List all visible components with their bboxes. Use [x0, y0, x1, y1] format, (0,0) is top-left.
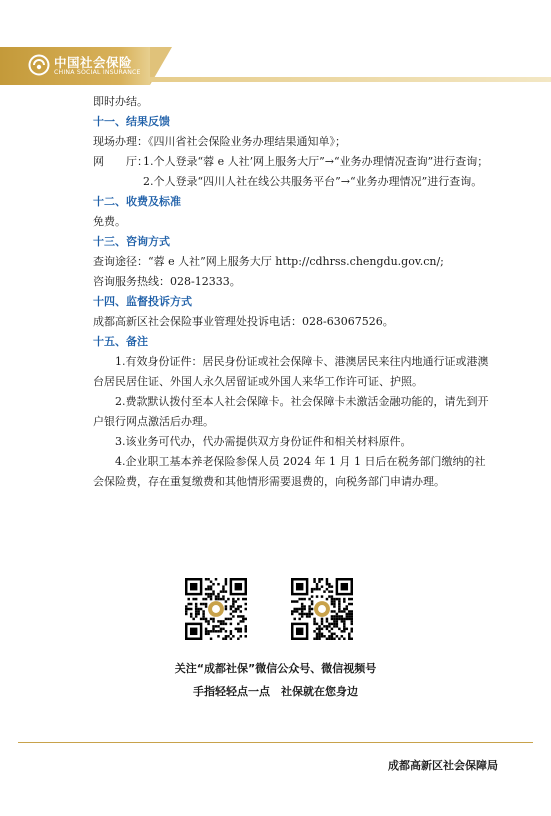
footer-caption-follow: 关注“成都社保”微信公众号、微信视频号 — [174, 662, 377, 675]
s11-web-row-1 — [93, 152, 493, 172]
s11-onsite: 现场办理：《四川省社会保险业务办理结果通知单》； — [93, 135, 346, 148]
s15-p3: 3.该业务可代办，代办需提供双方身份证件和相关材料原件。 — [115, 435, 412, 448]
lead-text: 即时办结。 — [93, 95, 148, 108]
section-13-title: 十三、咨询方式 — [93, 235, 170, 248]
s12-body: 免费。 — [93, 215, 126, 228]
s11-web-row-2 — [93, 172, 493, 192]
document-body — [93, 92, 493, 492]
s15-p4: 4.企业职工基本养老保险参保人员 2024 年 1 月 1 日后在税务部门缴纳的社会保险费，存在重复缴费和其他情形需要退费的，向税务部门申请办理。 — [93, 455, 486, 488]
issuing-organization: 成都高新区社会保障局 — [388, 759, 498, 772]
logo-cn-text: 中国社会保险 — [54, 55, 133, 70]
section-12-title: 十二、收费及标准 — [93, 195, 181, 208]
section-11-title: 十一、结果反馈 — [93, 115, 170, 128]
section-14-title: 十四、监督投诉方式 — [93, 295, 192, 308]
s14-body: 成都高新区社会保险事业管理处投诉电话：028-63067526。 — [93, 315, 394, 328]
s11-web-1: 1.个人登录“蓉 e 人社’网上服务大厅”→“业务办理情况查询”进行查询； — [143, 155, 489, 168]
logo-en-text: CHINA SOCIAL INSURANCE — [54, 69, 141, 76]
footer-caption-slogan: 手指轻轻点一点 社保就在您身边 — [193, 685, 358, 698]
s11-web-2: 2.个人登录“四川人社在线公共服务平台”→“业务办理情况”进行查询。 — [143, 175, 483, 188]
section-15-title: 十五、备注 — [93, 335, 148, 348]
s13-line-1: 查询途径：“蓉 e 人社”网上服务大厅 http://cdhrss.chengdu.gov.cn/; — [93, 255, 444, 268]
s11-web-label: 网 厅： — [93, 155, 148, 168]
wechat-official-account-qr-icon — [185, 578, 247, 640]
s13-line-2: 咨询服务热线：028-12333。 — [93, 275, 241, 288]
s15-p2: 2.费款默认拨付至本人社会保障卡。社会保障卡未激活金融功能的，请先到开户银行网点激活后办理。 — [93, 395, 489, 428]
header-gold-line — [150, 77, 551, 82]
footer-divider — [18, 742, 533, 743]
wechat-video-channel-qr-icon — [291, 578, 353, 640]
social-insurance-logo-icon — [28, 54, 50, 76]
s15-p1: 1.有效身份证件：居民身份证或社会保障卡、港澳居民来往内地通行证或港澳台居民居住证、外国人永久居留证或外国人来华工作许可证、护照。 — [93, 355, 489, 388]
